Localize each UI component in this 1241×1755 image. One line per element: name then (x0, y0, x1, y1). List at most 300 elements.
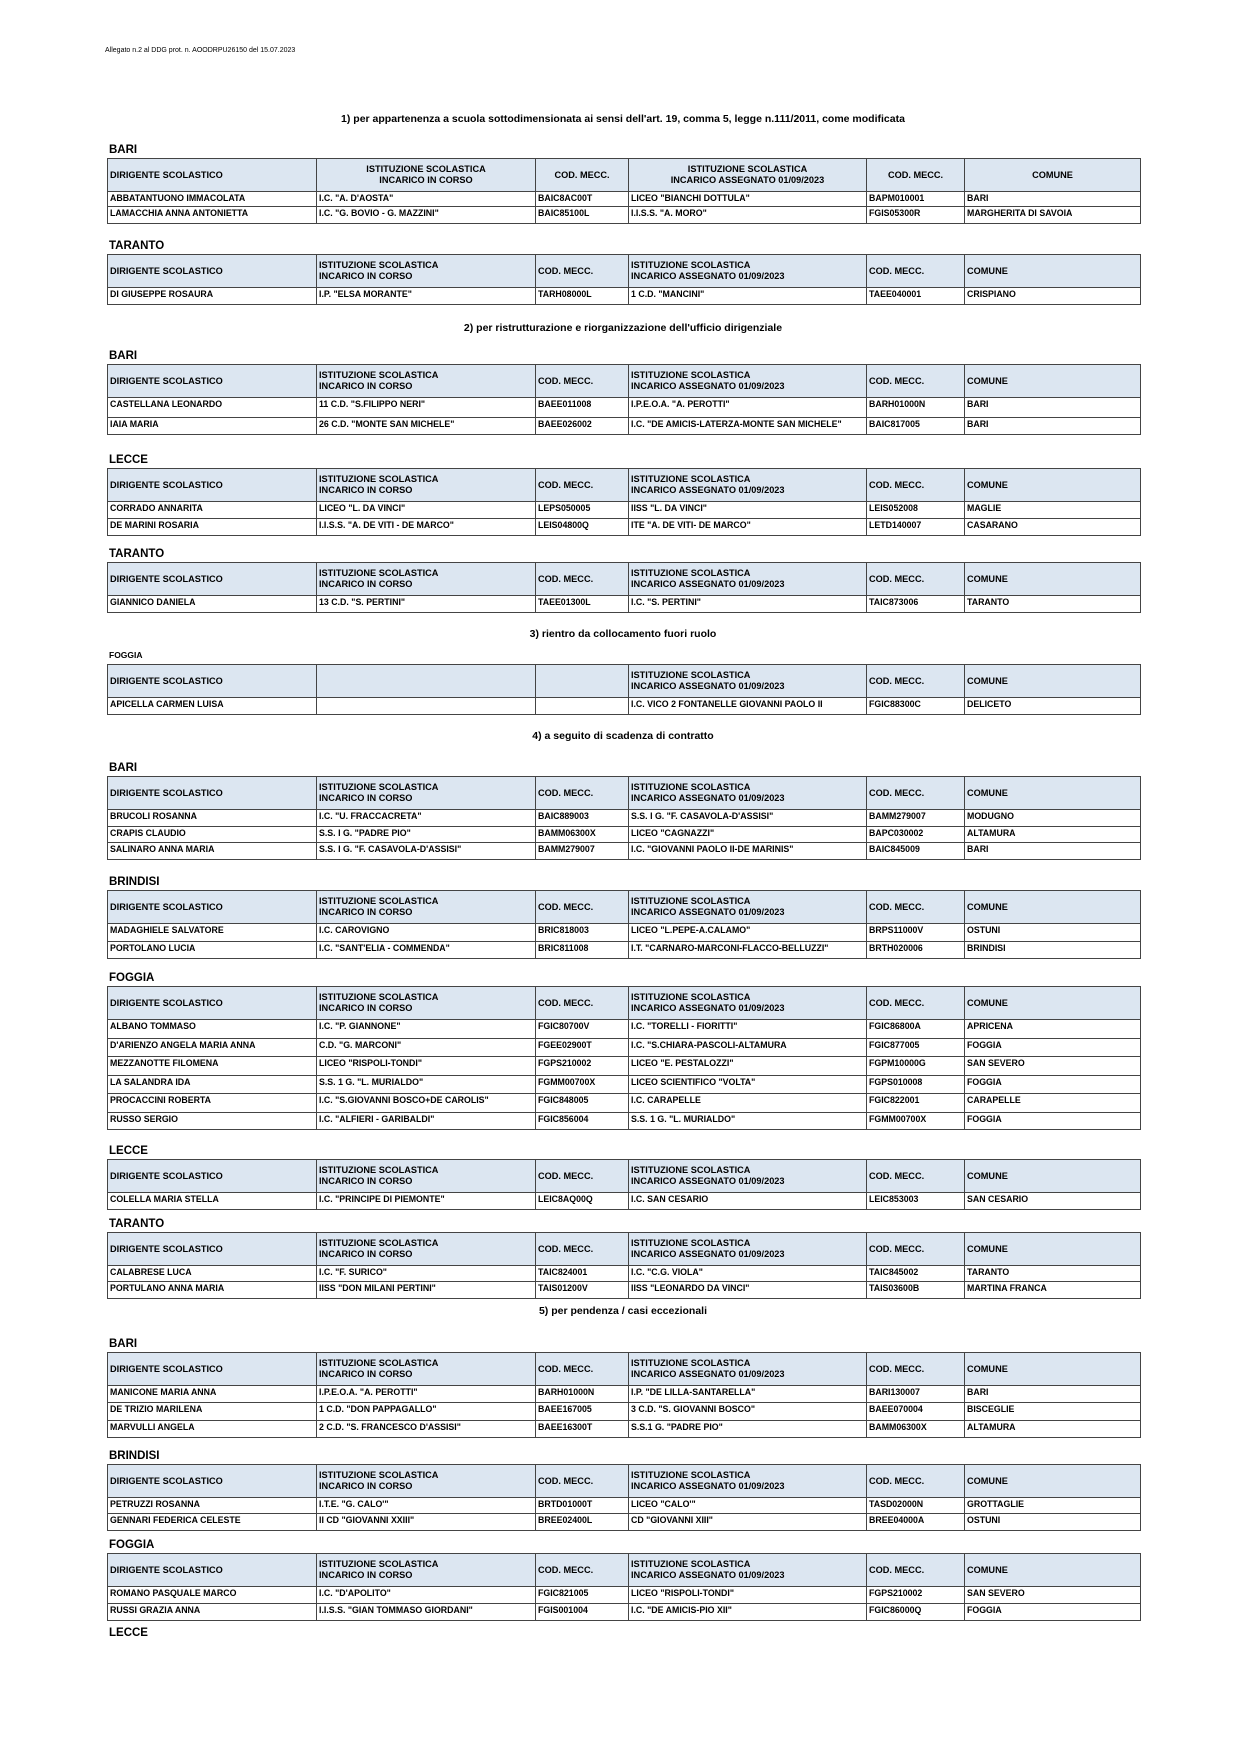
dirigente-cell: MEZZANOTTE FILOMENA (108, 1057, 317, 1076)
istituzione-assegnato-cell: 3 C.D. "S. GIOVANNI BOSCO" (629, 1403, 867, 1421)
cod-mecc-assegnato-cell: BARI130007 (867, 1386, 965, 1403)
istituzione-corso-cell: 1 C.D. "DON PAPPAGALLO" (317, 1403, 536, 1421)
header-comune: COMUNE (965, 255, 1141, 288)
istituzione-corso-cell: I.C. CAROVIGNO (317, 924, 536, 942)
istituzione-corso-cell: I.I.S.S. "A. DE VITI - DE MARCO" (317, 519, 536, 536)
cod-mecc-corso-cell: BRTD01000T (536, 1498, 629, 1514)
comune-cell: MARTINA FRANCA (965, 1282, 1141, 1299)
cod-mecc-corso-cell: TARH08000L (536, 288, 629, 305)
header-line: ISTITUZIONE SCOLASTICA (631, 1470, 751, 1480)
header-istituzione-assegnato (629, 777, 867, 810)
header-line: ISTITUZIONE SCOLASTICA (319, 568, 439, 578)
cod-mecc-assegnato-cell: BAPC030002 (867, 827, 965, 843)
table-row (108, 810, 1141, 827)
dirigente-cell: LA SALANDRA IDA (108, 1076, 317, 1094)
comune-cell: TARANTO (965, 1266, 1141, 1282)
table-header-row (108, 987, 1141, 1020)
header-istituzione-corso (317, 255, 536, 288)
cod-mecc-corso-cell: FGEE02900T (536, 1039, 629, 1057)
table-row (108, 1386, 1141, 1403)
header-istituzione-assegnato (629, 665, 867, 698)
header-cod-mecc-corso: COD. MECC. (536, 1465, 629, 1498)
header-comune: COMUNE (965, 1465, 1141, 1498)
table-row (108, 288, 1141, 305)
cod-mecc-corso-cell: BAEE16300T (536, 1421, 629, 1438)
assignment-table (107, 364, 1141, 435)
istituzione-assegnato-cell: 1 C.D. "MANCINI" (629, 288, 867, 305)
header-line: INCARICO ASSEGNATO 01/09/2023 (631, 1176, 785, 1186)
header-cod-mecc-assegnato: COD. MECC. (867, 891, 965, 924)
istituzione-assegnato-cell: I.I.S.S. "A. MORO" (629, 207, 867, 224)
dirigente-cell: PORTOLANO LUCIA (108, 942, 317, 959)
cod-mecc-assegnato-cell: BREE04000A (867, 1514, 965, 1531)
cod-mecc-corso-cell: BAIC889003 (536, 810, 629, 827)
table-header-row (108, 777, 1141, 810)
istituzione-assegnato-cell: S.S. I G. "F. CASAVOLA-D'ASSISI" (629, 810, 867, 827)
istituzione-assegnato-cell: LICEO "RISPOLI-TONDI" (629, 1587, 867, 1604)
header-line: INCARICO IN CORSO (319, 1003, 413, 1013)
table-row (108, 942, 1141, 959)
cod-mecc-assegnato-cell: TAIC845002 (867, 1266, 965, 1282)
dirigente-cell: GENNARI FEDERICA CELESTE (108, 1514, 317, 1531)
cod-mecc-corso-cell (536, 698, 629, 715)
header-istituzione-assegnato (629, 255, 867, 288)
header-istituzione-corso (317, 777, 536, 810)
istituzione-corso-cell: 11 C.D. "S.FILIPPO NERI" (317, 398, 536, 418)
table-row (108, 1403, 1141, 1421)
assignment-table (107, 1352, 1141, 1438)
header-comune: COMUNE (965, 1233, 1141, 1266)
comune-cell: BARI (965, 1386, 1141, 1403)
section-title: 3) rientro da collocamento fuori ruolo (529, 628, 717, 640)
dirigente-cell: DI GIUSEPPE ROSAURA (108, 288, 317, 305)
header-istituzione-corso (317, 1353, 536, 1386)
comune-cell: BRINDISI (965, 942, 1141, 959)
comune-cell: BARI (965, 843, 1141, 860)
istituzione-corso-cell: S.S. I G. "F. CASAVOLA-D'ASSISI" (317, 843, 536, 860)
cod-mecc-corso-cell: BAMM06300X (536, 827, 629, 843)
cod-mecc-assegnato-cell: BAMM279007 (867, 810, 965, 827)
istituzione-corso-cell: I.C. "F. SURICO" (317, 1266, 536, 1282)
table-row (108, 192, 1141, 207)
comune-cell: MARGHERITA DI SAVOIA (965, 207, 1141, 224)
province-label: BRINDISI (109, 1450, 160, 1462)
comune-cell: BARI (965, 418, 1141, 435)
province-label: LECCE (109, 1145, 148, 1157)
dirigente-cell: RUSSO SERGIO (108, 1113, 317, 1130)
header-cod-mecc-corso: COD. MECC. (536, 365, 629, 398)
header-dirigente: DIRIGENTE SCOLASTICO (108, 1233, 317, 1266)
cod-mecc-corso-cell: LEIC8AQ00Q (536, 1193, 629, 1210)
province-label: BARI (109, 762, 138, 774)
header-cod-mecc-assegnato: COD. MECC. (867, 159, 965, 192)
table-row (108, 1057, 1141, 1076)
assignment-table (107, 776, 1141, 860)
cod-mecc-corso-cell: FGIC848005 (536, 1094, 629, 1113)
header-line: INCARICO ASSEGNATO 01/09/2023 (631, 793, 785, 803)
header-cod-mecc-assegnato: COD. MECC. (867, 987, 965, 1020)
header-line: INCARICO IN CORSO (319, 381, 413, 391)
comune-cell: SAN SEVERO (965, 1057, 1141, 1076)
comune-cell: ALTAMURA (965, 1421, 1141, 1438)
dirigente-cell: ABBATANTUONO IMMACOLATA (108, 192, 317, 207)
istituzione-corso-cell: I.C. "S.GIOVANNI BOSCO+DE CAROLIS" (317, 1094, 536, 1113)
comune-cell: FOGGIA (965, 1113, 1141, 1130)
header-cod-mecc-corso: COD. MECC. (536, 159, 629, 192)
istituzione-assegnato-cell: I.C. "S. PERTINI" (629, 596, 867, 613)
header-cod-mecc-corso: COD. MECC. (536, 987, 629, 1020)
istituzione-corso-cell: LICEO "L. DA VINCI" (317, 502, 536, 519)
cod-mecc-assegnato-cell: TASD02000N (867, 1498, 965, 1514)
cod-mecc-corso-cell: FGMM00700X (536, 1076, 629, 1094)
header-line: INCARICO IN CORSO (319, 1481, 413, 1491)
dirigente-cell: APICELLA CARMEN LUISA (108, 698, 317, 715)
cod-mecc-assegnato-cell: FGIC88300C (867, 698, 965, 715)
istituzione-assegnato-cell: ITE "A. DE VITI- DE MARCO" (629, 519, 867, 536)
cod-mecc-assegnato-cell: LEIS052008 (867, 502, 965, 519)
header-istituzione-assegnato (629, 987, 867, 1020)
istituzione-assegnato-cell: I.C. "DE AMICIS-LATERZA-MONTE SAN MICHELE" (629, 418, 867, 435)
header-line: ISTITUZIONE SCOLASTICA (631, 992, 751, 1002)
header-istituzione-corso (317, 1233, 536, 1266)
table-row (108, 519, 1141, 536)
table-row (108, 698, 1141, 715)
table-row (108, 1587, 1141, 1604)
header-istituzione-assegnato (629, 891, 867, 924)
assignment-table (107, 1232, 1141, 1299)
assignment-table (107, 1464, 1141, 1531)
cod-mecc-corso-cell: BAEE011008 (536, 398, 629, 418)
assignment-table (107, 562, 1141, 613)
dirigente-cell: RUSSI GRAZIA ANNA (108, 1604, 317, 1621)
cod-mecc-assegnato-cell: FGIC877005 (867, 1039, 965, 1057)
cod-mecc-corso-cell: BAIC8AC00T (536, 192, 629, 207)
dirigente-cell: COLELLA MARIA STELLA (108, 1193, 317, 1210)
header-istituzione-corso (317, 365, 536, 398)
header-cod-mecc-assegnato: COD. MECC. (867, 777, 965, 810)
header-line: ISTITUZIONE SCOLASTICA (319, 1358, 439, 1368)
comune-cell: TARANTO (965, 596, 1141, 613)
dirigente-cell: MANICONE MARIA ANNA (108, 1386, 317, 1403)
header-istituzione-assegnato (629, 563, 867, 596)
header-line: ISTITUZIONE SCOLASTICA (319, 1238, 439, 1248)
comune-cell: BISCEGLIE (965, 1403, 1141, 1421)
table-header-row (108, 1160, 1141, 1193)
header-line: ISTITUZIONE SCOLASTICA (319, 782, 439, 792)
assignment-table (107, 1159, 1141, 1210)
header-istituzione-corso (317, 987, 536, 1020)
header-istituzione-assegnato (629, 159, 867, 192)
header-line: ISTITUZIONE SCOLASTICA (631, 260, 751, 270)
table-header-row (108, 159, 1141, 192)
header-dirigente: DIRIGENTE SCOLASTICO (108, 563, 317, 596)
assignment-table (107, 664, 1141, 715)
cod-mecc-assegnato-cell: BARH01000N (867, 398, 965, 418)
header-cod-mecc-assegnato: COD. MECC. (867, 255, 965, 288)
header-cod-mecc-assegnato: COD. MECC. (867, 469, 965, 502)
header-line: ISTITUZIONE SCOLASTICA (631, 782, 751, 792)
header-comune: COMUNE (965, 469, 1141, 502)
header-comune: COMUNE (965, 665, 1141, 698)
cod-mecc-assegnato-cell: BAEE070004 (867, 1403, 965, 1421)
cod-mecc-assegnato-cell: BAIC845009 (867, 843, 965, 860)
cod-mecc-corso-cell: BREE02400L (536, 1514, 629, 1531)
istituzione-assegnato-cell: I.P. "DE LILLA-SANTARELLA" (629, 1386, 867, 1403)
header-line: INCARICO IN CORSO (319, 1249, 413, 1259)
province-label: BARI (109, 144, 138, 156)
cod-mecc-corso-cell: TAIS01200V (536, 1282, 629, 1299)
dirigente-cell: PROCACCINI ROBERTA (108, 1094, 317, 1113)
comune-cell: CRISPIANO (965, 288, 1141, 305)
header-cod-mecc-assegnato: COD. MECC. (867, 1233, 965, 1266)
istituzione-corso-cell: I.C. "P. GIANNONE" (317, 1020, 536, 1039)
header-dirigente: DIRIGENTE SCOLASTICO (108, 891, 317, 924)
header-cod-mecc-corso: COD. MECC. (536, 777, 629, 810)
cod-mecc-assegnato-cell: FGPS010008 (867, 1076, 965, 1094)
istituzione-assegnato-cell: LICEO "CALO'" (629, 1498, 867, 1514)
dirigente-cell: PETRUZZI ROSANNA (108, 1498, 317, 1514)
table-header-row (108, 365, 1141, 398)
header-cod-mecc-corso: COD. MECC. (536, 1233, 629, 1266)
header-istituzione-assegnato (629, 365, 867, 398)
istituzione-corso-cell: LICEO "RISPOLI-TONDI" (317, 1057, 536, 1076)
header-line: ISTITUZIONE SCOLASTICA (631, 896, 751, 906)
header-cod-mecc-assegnato: COD. MECC. (867, 1160, 965, 1193)
header-dirigente: DIRIGENTE SCOLASTICO (108, 159, 317, 192)
header-cod-mecc-corso: COD. MECC. (536, 1160, 629, 1193)
header-line: INCARICO ASSEGNATO 01/09/2023 (631, 1249, 785, 1259)
dirigente-cell: DE MARINI ROSARIA (108, 519, 317, 536)
dirigente-cell: CALABRESE LUCA (108, 1266, 317, 1282)
comune-cell: FOGGIA (965, 1039, 1141, 1057)
cod-mecc-corso-cell: BAEE026002 (536, 418, 629, 435)
cod-mecc-corso-cell: BRIC818003 (536, 924, 629, 942)
istituzione-corso-cell: I.C. "U. FRACCACRETA" (317, 810, 536, 827)
cod-mecc-corso-cell: FGPS210002 (536, 1057, 629, 1076)
table-row (108, 1039, 1141, 1057)
cod-mecc-corso-cell: FGIC80700V (536, 1020, 629, 1039)
province-label: BRINDISI (109, 876, 160, 888)
istituzione-assegnato-cell: I.C. "S.CHIARA-PASCOLI-ALTAMURA (629, 1039, 867, 1057)
table-header-row (108, 1465, 1141, 1498)
istituzione-corso-cell (317, 698, 536, 715)
cod-mecc-assegnato-cell: BRTH020006 (867, 942, 965, 959)
header-dirigente: DIRIGENTE SCOLASTICO (108, 1160, 317, 1193)
header-line: INCARICO ASSEGNATO 01/09/2023 (631, 681, 785, 691)
header-istituzione-assegnato (629, 1554, 867, 1587)
istituzione-assegnato-cell: LICEO "BIANCHI DOTTULA" (629, 192, 867, 207)
cod-mecc-corso-cell: BAIC85100L (536, 207, 629, 224)
header-line: INCARICO IN CORSO (319, 907, 413, 917)
header-dirigente: DIRIGENTE SCOLASTICO (108, 1465, 317, 1498)
istituzione-corso-cell: II CD "GIOVANNI XXIII" (317, 1514, 536, 1531)
header-dirigente: DIRIGENTE SCOLASTICO (108, 987, 317, 1020)
header-cod-mecc-assegnato: COD. MECC. (867, 1554, 965, 1587)
dirigente-cell: MARVULLI ANGELA (108, 1421, 317, 1438)
comune-cell: APRICENA (965, 1020, 1141, 1039)
province-label: LECCE (109, 1627, 148, 1639)
header-cod-mecc-assegnato: COD. MECC. (867, 563, 965, 596)
header-istituzione-assegnato (629, 1465, 867, 1498)
table-row (108, 418, 1141, 435)
dirigente-cell: CORRADO ANNARITA (108, 502, 317, 519)
cod-mecc-assegnato-cell: FGIS05300R (867, 207, 965, 224)
table-row (108, 1076, 1141, 1094)
dirigente-cell: ALBANO TOMMASO (108, 1020, 317, 1039)
header-dirigente: DIRIGENTE SCOLASTICO (108, 1554, 317, 1587)
header-comune: COMUNE (965, 777, 1141, 810)
header-line: INCARICO ASSEGNATO 01/09/2023 (670, 175, 825, 185)
cod-mecc-assegnato-cell: FGIC822001 (867, 1094, 965, 1113)
table-header-row (108, 1233, 1141, 1266)
header-cod-mecc-assegnato: COD. MECC. (867, 1353, 965, 1386)
header-line: ISTITUZIONE SCOLASTICA (631, 568, 751, 578)
table-row (108, 843, 1141, 860)
header-note: Allegato n.2 al DDG prot. n. AOODRPU26150 del 15.07.2023 (105, 47, 296, 54)
comune-cell: MODUGNO (965, 810, 1141, 827)
header-line: ISTITUZIONE SCOLASTICA (631, 670, 751, 680)
header-dirigente: DIRIGENTE SCOLASTICO (108, 469, 317, 502)
section-title: 5) per pendenza / casi eccezionali (538, 1305, 708, 1317)
header-dirigente: DIRIGENTE SCOLASTICO (108, 365, 317, 398)
header-line: ISTITUZIONE SCOLASTICA (319, 1470, 439, 1480)
istituzione-corso-cell: C.D. "G. MARCONI" (317, 1039, 536, 1057)
cod-mecc-corso-cell: BARH01000N (536, 1386, 629, 1403)
cod-mecc-corso-cell: BAMM279007 (536, 843, 629, 860)
table-row (108, 502, 1141, 519)
table-header-row (108, 255, 1141, 288)
istituzione-assegnato-cell: LICEO "L.PEPE-A.CALAMO" (629, 924, 867, 942)
table-row (108, 1094, 1141, 1113)
table-row (108, 1266, 1141, 1282)
header-cod-mecc-corso: COD. MECC. (536, 469, 629, 502)
dirigente-cell: LAMACCHIA ANNA ANTONIETTA (108, 207, 317, 224)
istituzione-assegnato-cell: I.C. SAN CESARIO (629, 1193, 867, 1210)
comune-cell: CARAPELLE (965, 1094, 1141, 1113)
comune-cell: FOGGIA (965, 1604, 1141, 1621)
header-line: INCARICO IN CORSO (319, 579, 413, 589)
cod-mecc-assegnato-cell: FGMM00700X (867, 1113, 965, 1130)
header-line: ISTITUZIONE SCOLASTICA (631, 1559, 751, 1569)
header-line: ISTITUZIONE SCOLASTICA (319, 1165, 439, 1175)
cod-mecc-assegnato-cell: BAMM06300X (867, 1421, 965, 1438)
istituzione-corso-cell: I.C. "G. BOVIO - G. MAZZINI" (317, 207, 536, 224)
header-comune: COMUNE (965, 365, 1141, 398)
istituzione-assegnato-cell: IISS "L. DA VINCI" (629, 502, 867, 519)
header-istituzione-corso (317, 159, 536, 192)
istituzione-corso-cell: I.I.S.S. "GIAN TOMMASO GIORDANI" (317, 1604, 536, 1621)
province-label: TARANTO (109, 240, 165, 252)
cod-mecc-assegnato-cell: TAIS03600B (867, 1282, 965, 1299)
header-line: INCARICO ASSEGNATO 01/09/2023 (631, 579, 785, 589)
assignment-table (107, 468, 1141, 536)
header-line: ISTITUZIONE SCOLASTICA (631, 474, 751, 484)
header-line: INCARICO IN CORSO (319, 1176, 413, 1186)
cod-mecc-assegnato-cell: LETD140007 (867, 519, 965, 536)
comune-cell: ALTAMURA (965, 827, 1141, 843)
header-line: INCARICO IN CORSO (319, 1369, 413, 1379)
province-label: TARANTO (109, 1218, 165, 1230)
header-line: ISTITUZIONE SCOLASTICA (319, 370, 439, 380)
cod-mecc-assegnato-cell: BAIC817005 (867, 418, 965, 435)
header-cod-mecc-corso: COD. MECC. (536, 563, 629, 596)
table-row (108, 1282, 1141, 1299)
header-istituzione-corso (317, 1160, 536, 1193)
comune-cell: BARI (965, 398, 1141, 418)
dirigente-cell: DE TRIZIO MARILENA (108, 1403, 317, 1421)
table-header-row (108, 1554, 1141, 1587)
dirigente-cell: CRAPIS CLAUDIO (108, 827, 317, 843)
header-istituzione-assegnato (629, 469, 867, 502)
section-title: 4) a seguito di scadenza di contratto (532, 730, 714, 742)
dirigente-cell: SALINARO ANNA MARIA (108, 843, 317, 860)
province-label: BARI (109, 350, 138, 362)
istituzione-assegnato-cell: LICEO "E. PESTALOZZI" (629, 1057, 867, 1076)
header-line: ISTITUZIONE SCOLASTICA (319, 1559, 439, 1569)
header-cod-mecc-assegnato: COD. MECC. (867, 365, 965, 398)
assignment-table (107, 254, 1141, 305)
assignment-table (107, 1553, 1141, 1621)
comune-cell: FOGGIA (965, 1076, 1141, 1094)
cod-mecc-assegnato-cell: BAPM010001 (867, 192, 965, 207)
header-line: ISTITUZIONE SCOLASTICA (319, 260, 439, 270)
table-header-row (108, 563, 1141, 596)
header-istituzione-assegnato (629, 1160, 867, 1193)
header-line: ISTITUZIONE SCOLASTICA (631, 1358, 751, 1368)
header-cod-mecc-corso: COD. MECC. (536, 255, 629, 288)
header-line: INCARICO ASSEGNATO 01/09/2023 (631, 1369, 785, 1379)
istituzione-corso-cell: 2 C.D. "S. FRANCESCO D'ASSISI" (317, 1421, 536, 1438)
table-row (108, 1020, 1141, 1039)
cod-mecc-assegnato-cell: FGPM10000G (867, 1057, 965, 1076)
istituzione-assegnato-cell: I.T. "CARNARO-MARCONI-FLACCO-BELLUZZI" (629, 942, 867, 959)
header-comune: COMUNE (965, 1160, 1141, 1193)
table-row (108, 1421, 1141, 1438)
cod-mecc-assegnato-cell: TAEE040001 (867, 288, 965, 305)
comune-cell: OSTUNI (965, 1514, 1141, 1531)
section-title: 2) per ristrutturazione e riorganizzazione dell'ufficio dirigenziale (463, 322, 783, 334)
istituzione-corso-cell: 26 C.D. "MONTE SAN MICHELE" (317, 418, 536, 435)
province-label: FOGGIA (109, 1539, 155, 1551)
header-comune: COMUNE (965, 563, 1141, 596)
header-line: INCARICO IN CORSO (379, 175, 473, 185)
header-dirigente: DIRIGENTE SCOLASTICO (108, 255, 317, 288)
header-comune: COMUNE (965, 891, 1141, 924)
istituzione-corso-cell: I.T.E. "G. CALO'" (317, 1498, 536, 1514)
istituzione-corso-cell: I.C. "ALFIERI - GARIBALDI" (317, 1113, 536, 1130)
header-cod-mecc-assegnato: COD. MECC. (867, 1465, 965, 1498)
header-line: ISTITUZIONE SCOLASTICA (319, 896, 439, 906)
dirigente-cell: CASTELLANA LEONARDO (108, 398, 317, 418)
header-line: ISTITUZIONE SCOLASTICA (687, 164, 808, 174)
header-line: ISTITUZIONE SCOLASTICA (631, 1238, 751, 1248)
istituzione-assegnato-cell: I.C. "DE AMICIS-PIO XII" (629, 1604, 867, 1621)
comune-cell: OSTUNI (965, 924, 1141, 942)
cod-mecc-corso-cell: TAEE01300L (536, 596, 629, 613)
header-cod-mecc-corso: COD. MECC. (536, 1353, 629, 1386)
dirigente-cell: MADAGHIELE SALVATORE (108, 924, 317, 942)
header-cod-mecc-corso: COD. MECC. (536, 891, 629, 924)
header-dirigente: DIRIGENTE SCOLASTICO (108, 1353, 317, 1386)
istituzione-assegnato-cell: CD "GIOVANNI XIII" (629, 1514, 867, 1531)
comune-cell: SAN CESARIO (965, 1193, 1141, 1210)
header-line: INCARICO ASSEGNATO 01/09/2023 (631, 1003, 785, 1013)
cod-mecc-corso-cell: FGIC856004 (536, 1113, 629, 1130)
table-row (108, 1604, 1141, 1621)
header-istituzione-corso (317, 1465, 536, 1498)
table-row (108, 596, 1141, 613)
header-line: INCARICO ASSEGNATO 01/09/2023 (631, 1570, 785, 1580)
